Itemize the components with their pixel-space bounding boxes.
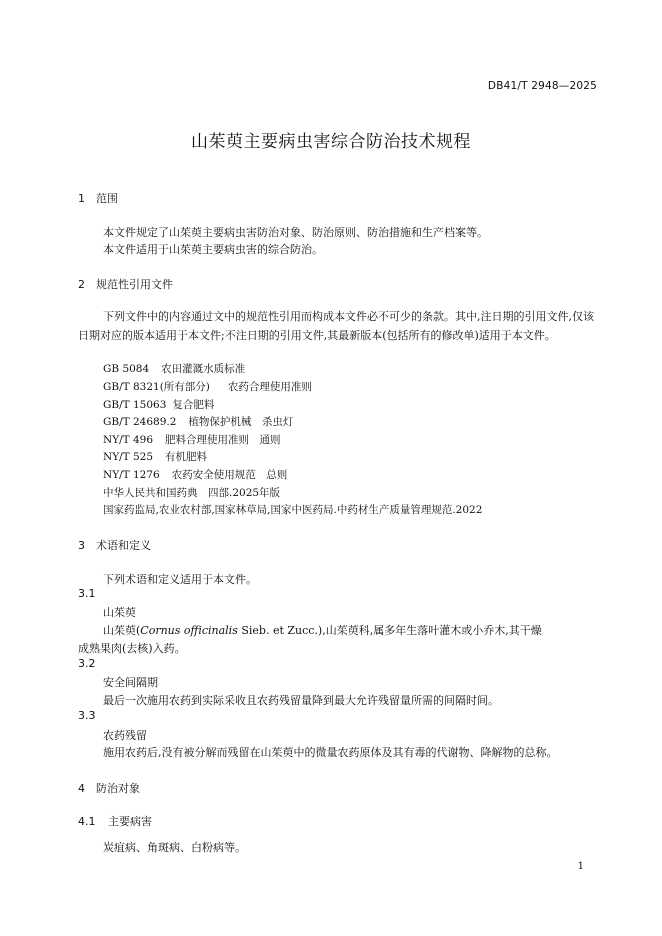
section-number: 2: [78, 278, 85, 291]
latin-name: Cornus officinalis: [140, 624, 238, 637]
section-1-heading: [78, 190, 118, 206]
ref-name: 农田灌溉水质标准: [161, 363, 246, 375]
section-title: 防治对象: [96, 782, 140, 795]
paragraph: 下列术语和定义适用于本文件。: [103, 573, 257, 586]
term-number: 3.2: [78, 657, 96, 670]
paragraph: 下列文件中的内容通过文中的规范性引用而构成本文件必不可少的条款。其中,注日期的引用文件,仅该日期对应的版本适用于本文件;不注日期的引用文件,其最新版本(包括所有的修改单)适用于本文件。: [78, 310, 594, 342]
term-definition: 施用农药后,没有被分解而残留在山茱萸中的微量农药原体及其有毒的代谢物、降解物的总称。: [103, 746, 558, 759]
paragraph: 本文件适用于山茱萸主要病虫害的综合防治。: [103, 243, 323, 256]
section-title: 范围: [96, 192, 118, 205]
reference-item: [103, 379, 312, 394]
reference-item: [103, 467, 287, 482]
document-title: 山茱萸主要病虫害综合防治技术规程: [191, 132, 471, 152]
author-name: Sieb. et Zucc.: [237, 624, 318, 637]
section-title: 术语和定义: [96, 539, 151, 552]
reference-item: [103, 432, 281, 447]
ref-code: NY/T 1276: [103, 469, 160, 481]
reference-item: [103, 449, 207, 464]
ref-name: 有机肥料: [165, 451, 208, 463]
subsection-4-1-heading: [78, 813, 152, 829]
ref-code: NY/T 525: [103, 451, 154, 463]
ref-name: 植物保护机械 杀虫灯: [188, 416, 294, 428]
ref-name: 农药合理使用准则: [227, 381, 312, 393]
paragraph: 炭疽病、角斑病、白粉病等。: [103, 841, 246, 854]
reference-item: [103, 361, 245, 376]
paragraph: 本文件规定了山茱萸主要病虫害防治对象、防治原则、防治措施和生产档案等。: [103, 226, 488, 239]
reference-item: 国家药监局,农业农村部,国家林草局,国家中医药局.中药材生产质量管理规范.2022: [103, 504, 483, 516]
def-text: ),山茱萸科,属多年生落叶灌木或小乔木,其干燥: [317, 624, 542, 637]
document-code: DB41/T 2948—2025: [487, 80, 597, 92]
reference-item: 中华人民共和国药典 四部.2025年版: [103, 487, 281, 499]
ref-name: 农药安全使用规范 总则: [171, 469, 288, 481]
ref-code: GB/T 8321(所有部分): [103, 381, 210, 393]
subsection-title: 主要病害: [108, 815, 152, 828]
page-number: 1: [577, 861, 584, 872]
term-definition-cont: 成熟果肉(去核)入药。: [78, 642, 186, 655]
def-text: 山茱萸(: [103, 624, 141, 637]
term-name: 安全间隔期: [103, 676, 158, 689]
term-name: 农药残留: [103, 729, 147, 742]
subsection-number: 4.1: [78, 815, 96, 828]
ref-code: NY/T 496: [103, 434, 154, 446]
term-definition: [103, 622, 542, 638]
ref-name: 肥料合理使用准则 通则: [165, 434, 281, 446]
section-number: 3: [78, 539, 85, 552]
term-name: 山茱萸: [103, 606, 136, 619]
section-2-heading: [78, 276, 173, 292]
section-4-heading: [78, 780, 140, 796]
term-number: 3.3: [78, 709, 96, 722]
ref-code: GB/T 24689.2: [103, 416, 177, 428]
section-number: 4: [78, 782, 85, 795]
term-number: 3.1: [78, 587, 96, 600]
ref-code: GB 5084: [103, 363, 150, 375]
ref-name: 复合肥料: [172, 399, 215, 411]
section-3-heading: [78, 537, 151, 553]
ref-code: GB/T 15063: [103, 399, 167, 411]
section-number: 1: [78, 192, 85, 205]
reference-item: [103, 414, 293, 429]
term-definition: 最后一次施用农药到实际采收且农药残留量降到最大允许残留量所需的间隔时间。: [103, 694, 499, 707]
reference-item: [103, 397, 214, 412]
section-title: 规范性引用文件: [96, 278, 173, 291]
